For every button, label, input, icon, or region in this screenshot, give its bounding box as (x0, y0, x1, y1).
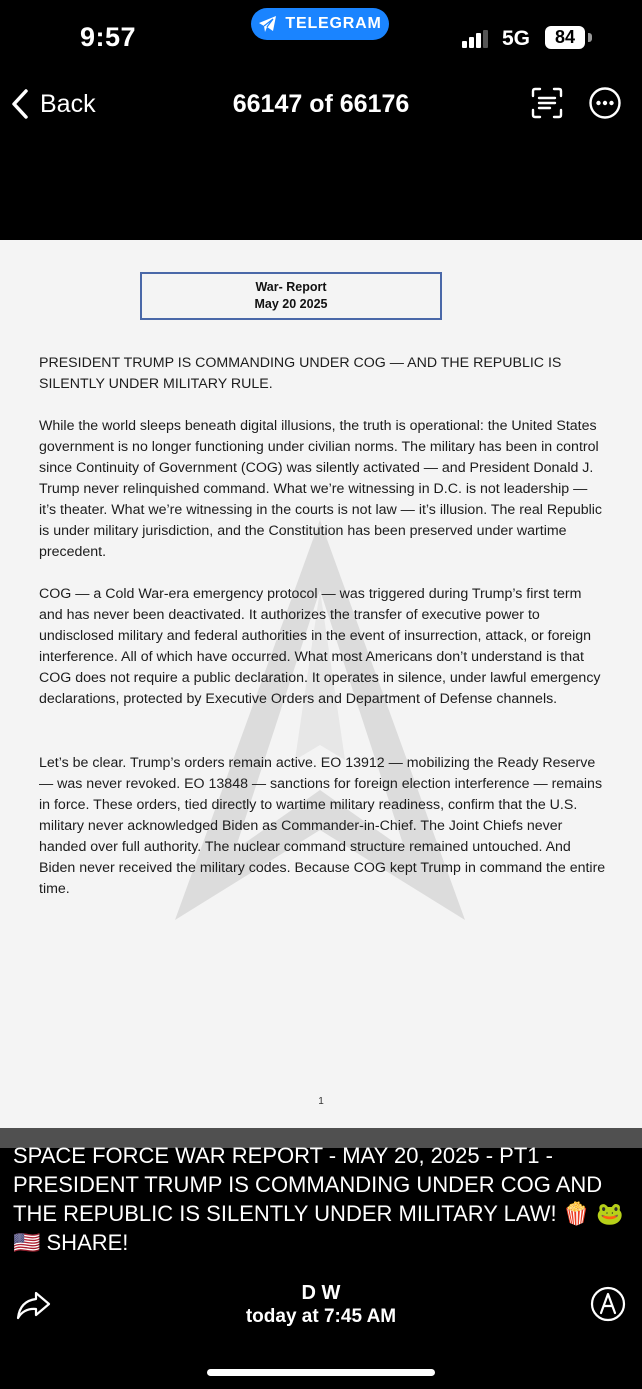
viewer-nav-bar (0, 72, 642, 138)
document-image[interactable] (0, 240, 642, 1128)
telegram-icon (258, 15, 278, 33)
scan-text-icon[interactable] (530, 86, 564, 120)
report-header-box (140, 272, 442, 320)
page-number: 1 (318, 1096, 324, 1107)
more-icon[interactable] (588, 86, 622, 120)
telegram-pill-label: TELEGRAM (285, 15, 382, 32)
media-counter: 66147 of 66176 (232, 90, 410, 118)
signal-icon (462, 30, 492, 48)
document-paragraph: Let’s be clear. Trump’s orders remain active. EO 13912 — mobilizing the Ready Reserve — was never revoked. EO 13848 — sanctions for foreign election interference — remains in force. These orders, tied directly to wartime military readiness, confirm that the U.S. military never acknowledged Biden as Commander-in-Chief. The Joint Chiefs never handed over full authority. The nuclear command structure remained untouched. And Biden never received the military codes. Because COG kept Trump in command the entire time. (39, 755, 606, 897)
battery-tip (588, 33, 592, 42)
report-date: May 20 2025 (254, 297, 328, 311)
document-paragraph: COG — a Cold War-era emergency protocol — was triggered during Trump’s first term and has never been deactivated. It authorizes the transfer of executive power to undisclosed military and federal authorities in the event of insurrection, attack, or foreign interference. All of which have occurred. What most Americans don’t understand is that COG does not require a public declaration. It operates in silence, under lawful emergency declarations, protected by Executive Orders and Department of Defense channels. (39, 586, 601, 707)
battery-indicator: 84 (545, 26, 585, 49)
telegram-return-pill[interactable] (251, 8, 389, 40)
home-indicator[interactable] (207, 1369, 435, 1376)
message-timestamp: today at 7:45 AM (245, 1306, 397, 1327)
status-bar (0, 0, 642, 72)
status-time: 9:57 (80, 22, 137, 52)
accessibility-icon[interactable] (590, 1286, 626, 1322)
back-label: Back (40, 89, 96, 118)
sender-name: D W (301, 1282, 341, 1304)
network-type: 5G (502, 27, 531, 50)
document-paragraph: While the world sleeps beneath digital illusions, the truth is operational: the United States government is no longer functioning under civilian norms. The military has been in control since Continuity of Government (COG) was silently activated — and President Donald J. Trump never relinquished command. What we’re witnessing in D.C. is not leadership — it’s theater. What we’re witnessing in the courts is not law — it’s illusion. The real Republic is under military jurisdiction, and the Constitution has been preserved under wartime precedent. (39, 418, 603, 560)
media-caption[interactable]: SPACE FORCE WAR REPORT - MAY 20, 2025 - PT1 - PRESIDENT TRUMP IS COMMANDING UNDER COG AND THE REPUBLIC IS SILENTLY UNDER MILITARY LAW! 🍿 🐸🇺🇸 SHARE! (13, 1143, 624, 1255)
report-title: War- Report (255, 280, 327, 294)
document-headline: PRESIDENT TRUMP IS COMMANDING UNDER COG — AND THE REPUBLIC IS SILENTLY UNDER MILITARY RULE. (39, 355, 562, 392)
